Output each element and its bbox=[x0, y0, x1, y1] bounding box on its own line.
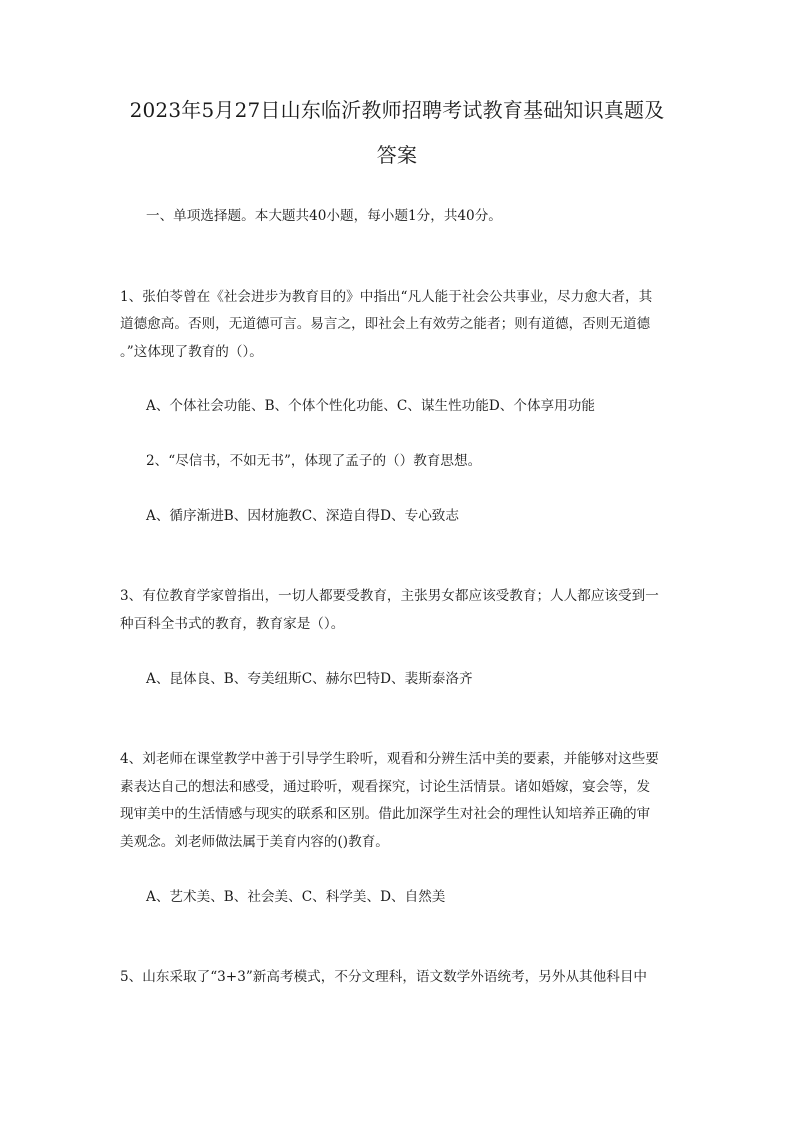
section-heading: 一、单项选择题。本大题共40小题，每小题1分，共40分。 bbox=[146, 208, 502, 224]
question-1-stem-line-3: 。”这体现了教育的（）。 bbox=[120, 344, 263, 360]
question-3-stem-line-1: 3、有位教育学家曾指出，一切人都要受教育，主张男女都应该受教育；人人都应该受到一 bbox=[120, 588, 659, 604]
question-4-options: A、艺术美、B、社会美、C、科学美、D、自然美 bbox=[146, 889, 446, 905]
question-5-stem-line-1: 5、山东采取了“3+3”新高考模式，不分文理科，语文数学外语统考，另外从其他科目中 bbox=[120, 969, 648, 985]
question-4-stem-line-1: 4、刘老师在课堂教学中善于引导学生聆听，观看和分辨生活中美的要素，并能够对这些要 bbox=[120, 751, 659, 767]
question-4-stem-line-4: 美观念。刘老师做法属于美育内容的()教育。 bbox=[120, 834, 389, 850]
question-3-stem-line-2: 种百科全书式的教育，教育家是（）。 bbox=[120, 616, 345, 632]
question-1-stem-line-2: 道德愈高。否则，无道德可言。易言之，即社会上有效劳之能者；则有道德，否则无道德 bbox=[120, 316, 651, 332]
question-1-options: A、个体社会功能、B、个体个性化功能、C、谋生性功能D、个体享用功能 bbox=[146, 398, 595, 414]
question-3-options: A、昆体良、B、夸美纽斯C、赫尔巴特D、裴斯泰洛齐 bbox=[146, 671, 473, 687]
question-4-stem-line-2: 素表达自己的想法和感受，通过聆听，观看探究，讨论生活情景。诸如婚嫁，宴会等，发 bbox=[120, 779, 651, 795]
question-1-stem-line-1: 1、张伯苓曾在《社会进步为教育目的》中指出“凡人能于社会公共事业，尽力愈大者，其 bbox=[120, 289, 653, 305]
document-title-line-1: 2023年5月27日山东临沂教师招聘考试教育基础知识真题及 bbox=[129, 98, 665, 122]
document-title-line-2: 答案 bbox=[376, 143, 418, 167]
question-4-stem-line-3: 现审美中的生活情感与现实的联系和区别。借此加深学生对社会的理性认知培养正确的审 bbox=[120, 806, 651, 822]
question-2-options: A、循序渐进B、因材施教C、深造自得D、专心致志 bbox=[146, 508, 459, 524]
question-2-stem-line-1: 2、“尽信书，不如无书”，体现了孟子的（）教育思想。 bbox=[146, 453, 482, 469]
